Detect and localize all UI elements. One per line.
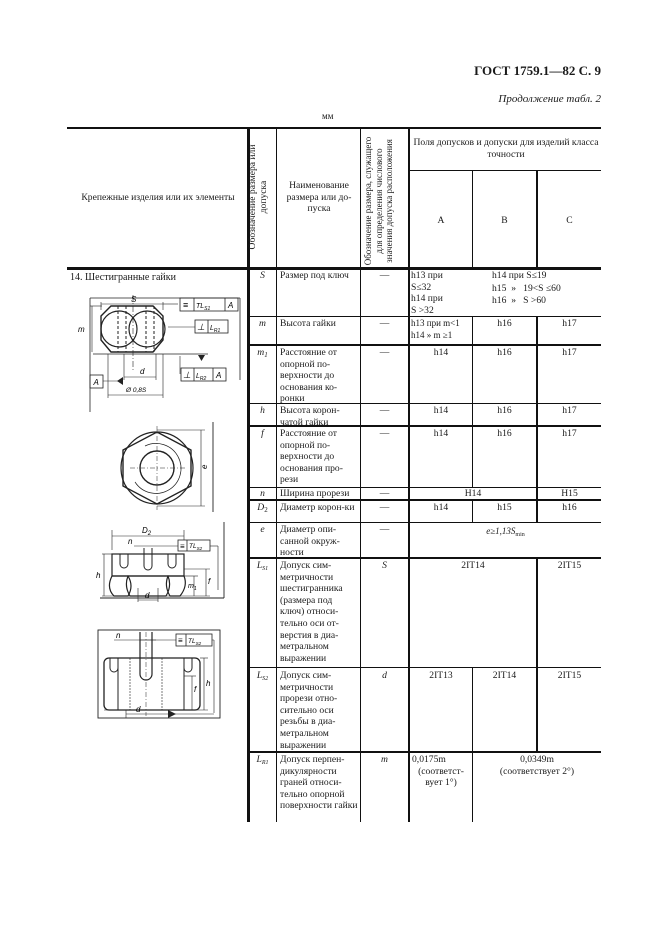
table-continuation-label: Продолжение табл. 2 <box>498 93 601 105</box>
row-designation: n <box>260 488 265 499</box>
row-class-a: h14 <box>433 502 449 513</box>
row-class-b: h16 <box>497 347 512 358</box>
row-divider <box>248 751 601 753</box>
col-divider <box>472 316 473 487</box>
designation-sub: S1 <box>262 566 269 572</box>
col-divider <box>360 128 361 822</box>
value-main: e≥1,13S <box>486 526 516 536</box>
row-reference: — <box>379 270 390 281</box>
value-line: h13 при m<1 <box>411 318 460 328</box>
header-name: Наименование размера или до-пуска <box>286 180 352 215</box>
perpendicularity-icon: ⊥ <box>183 370 191 380</box>
designation-sub: S2 <box>262 676 269 682</box>
row-class-ab: 2IT14 <box>461 560 485 571</box>
row-class-c: h16 <box>562 502 577 513</box>
row-class-b: 2IT14 <box>492 670 517 681</box>
hex-nut-side-view-drawing <box>68 290 246 415</box>
surface-mark-icon <box>198 355 205 361</box>
row-designation <box>249 754 276 770</box>
row-designation <box>249 502 276 517</box>
row-class-a: h14 <box>433 347 449 358</box>
label-f: f <box>194 685 197 694</box>
header-class-b: B <box>501 215 508 226</box>
value-line: h14 при <box>411 293 443 305</box>
castle-nut-section-drawing <box>96 628 222 720</box>
label-tl: TL <box>188 638 196 645</box>
header-element: Крепежные изделия или их элементы <box>81 192 235 203</box>
label-d: d <box>136 705 141 714</box>
row-class-c: h17 <box>562 405 577 416</box>
label-tl: TL <box>196 303 205 310</box>
header-class-a: A <box>437 215 445 226</box>
hex-nut-top-view-drawing <box>105 422 225 514</box>
header-reference: Обозначение размера, служащего для определения числового значения допуска расположения <box>363 136 394 266</box>
svg-text:A: A <box>216 371 222 380</box>
row-class-a: h14 <box>433 405 449 416</box>
row-reference: — <box>379 318 390 329</box>
symmetry-icon: ≡ <box>183 300 189 310</box>
designation-main: L <box>256 560 263 571</box>
row-class-b: h16 <box>497 318 512 329</box>
row-class-bc <box>473 754 601 777</box>
value-line: S≤32 <box>411 281 432 293</box>
row-class-a <box>411 270 473 316</box>
row-reference: — <box>379 428 390 439</box>
label-h: h <box>96 571 101 580</box>
row-class-c: 2IT15 <box>557 560 582 571</box>
symmetry-icon: ≡ <box>178 636 183 645</box>
table-top-border <box>67 127 601 129</box>
label-tl-sub: S1 <box>204 306 211 312</box>
section-title: 14. Шестигранные гайки <box>70 272 176 283</box>
svg-text:m1 <box>188 583 197 592</box>
row-class-a: 2IT13 <box>429 670 453 681</box>
designation-sub: 1 <box>264 351 268 359</box>
label-d: d <box>140 367 145 376</box>
class-header-divider <box>408 170 601 171</box>
row-name: Расстояние от опорной по-верхности до основания про-рези <box>280 428 343 486</box>
value-line: h16 » S >60 <box>492 295 546 306</box>
row-class-c: h17 <box>562 318 577 329</box>
row-reference: — <box>379 347 390 358</box>
value-line: h15 » 19<S ≤60 <box>492 282 561 294</box>
row-class-c: H15 <box>561 488 578 499</box>
designation-main: D <box>257 502 265 513</box>
row-reference: m <box>381 754 388 765</box>
value-line: S >32 <box>411 304 434 316</box>
row-reference: — <box>379 524 390 535</box>
svg-text:D2 <box>142 526 152 537</box>
label-e: e <box>200 464 209 469</box>
datum-arrow-icon <box>168 710 176 718</box>
label-d2: D <box>142 526 148 535</box>
label-m1-sub: 1 <box>193 586 197 592</box>
label-lr1-sub: R1 <box>213 328 221 334</box>
row-name: Размер под ключ <box>280 270 349 281</box>
row-name: Ширина прорези <box>280 488 350 499</box>
row-name: Диаметр корон-ки <box>280 502 355 513</box>
row-class-a: h14 <box>433 428 449 439</box>
label-lr1: L <box>210 325 214 332</box>
row-designation: S <box>260 270 265 281</box>
row-divider <box>248 522 601 523</box>
datum-arrow-icon <box>117 377 123 385</box>
value-line: вует 1°) <box>425 777 457 789</box>
perpendicularity-icon: ⊥ <box>197 322 205 332</box>
designation-main: L <box>256 670 263 681</box>
row-designation: m <box>259 318 266 329</box>
label-s: S <box>131 295 137 304</box>
designation-main: m <box>257 347 265 358</box>
row-class-c: h17 <box>562 428 577 439</box>
row-name: Высота корон-чатой гайки <box>280 405 340 428</box>
col-divider <box>472 668 473 822</box>
row-name: Высота гайки <box>280 318 336 329</box>
header-class-group: Поля допусков и допуски для изделий класса точности <box>413 137 599 160</box>
row-designation <box>249 560 276 576</box>
label-tl: TL <box>189 543 197 550</box>
row-divider <box>248 667 601 668</box>
value-line: h13 при <box>411 270 443 281</box>
value-line: (соответст- <box>418 765 464 777</box>
label-m: m <box>78 325 85 334</box>
designation-sub: 2 <box>264 506 268 514</box>
header-class-c: C <box>566 215 573 226</box>
row-class-b: h16 <box>497 428 512 439</box>
row-class-b: h15 <box>497 502 512 513</box>
col-divider <box>276 128 277 822</box>
row-name: Диаметр опи-санной окруж-ности <box>280 524 340 559</box>
label-n: n <box>116 631 121 640</box>
row-name: Допуск перпен-дикулярности граней относи-тельно опорной поверхности гайки <box>280 754 358 812</box>
row-reference: d <box>382 670 387 681</box>
value-line: (соответствует 2°) <box>499 765 575 777</box>
row-name: Допуск сим-метричности прорези отно-сительно оси резьбы в диа-метральном выражении <box>280 670 338 751</box>
row-class-a <box>411 318 473 341</box>
row-class-bc <box>492 270 600 308</box>
header-designation: Обозначение размера или допуска <box>247 144 269 250</box>
row-designation <box>249 670 276 686</box>
label-d2-sub: 2 <box>147 531 152 537</box>
row-divider <box>248 344 601 346</box>
label-diameter: Ø 0,8S <box>126 387 147 394</box>
label-tl-sub: S2 <box>195 641 202 646</box>
row-reference: — <box>379 502 390 513</box>
label-f: f <box>208 577 211 586</box>
row-class-b: h16 <box>497 405 512 416</box>
row-designation: f <box>261 428 264 439</box>
label-m1: m <box>188 583 194 590</box>
row-reference: — <box>379 488 390 499</box>
value-line: h14 при S≤19 <box>492 270 547 281</box>
designation-sub: R1 <box>261 760 269 766</box>
row-name: Расстояние от опорной по-верхности до основания ко-ронки <box>280 347 338 405</box>
row-designation: e <box>260 524 265 535</box>
standard-reference: ГОСТ 1759.1—82 С. 9 <box>474 63 601 78</box>
label-h: h <box>206 679 211 688</box>
symmetry-icon: ≡ <box>180 542 185 551</box>
row-designation: h <box>260 405 265 416</box>
label-lr2-sub: R2 <box>199 376 207 382</box>
castle-nut-side-view-drawing <box>92 522 227 604</box>
units-label: мм <box>322 111 334 121</box>
svg-text:A: A <box>228 301 234 310</box>
row-reference: S <box>382 560 387 571</box>
row-class-c: h17 <box>562 347 577 358</box>
value-line: 0,0349m <box>520 754 554 765</box>
value-sub: min <box>515 532 525 538</box>
label-datum-a: A <box>93 378 99 387</box>
value-line: h14 » m ≥1 <box>411 329 453 340</box>
row-reference: — <box>379 405 390 416</box>
designation-main: L <box>256 754 262 765</box>
row-designation <box>249 347 276 362</box>
value-line: 0,0175m <box>412 754 446 765</box>
row-name: Допуск сим-метричности шестигранника (размера под ключ) относи-тельно оси от-верстия в диа-метральном выражении <box>280 560 343 664</box>
row-class-a <box>410 754 472 789</box>
row-class-abc <box>410 526 601 542</box>
label-tl-sub: S2 <box>196 546 203 551</box>
row-class-ab: H14 <box>464 488 482 499</box>
col-divider <box>408 128 410 822</box>
label-n: n <box>128 537 133 546</box>
label-lr2: L <box>196 373 200 380</box>
row-class-c: 2IT15 <box>557 670 582 681</box>
label-d: d <box>145 591 150 600</box>
col-divider <box>536 558 538 752</box>
